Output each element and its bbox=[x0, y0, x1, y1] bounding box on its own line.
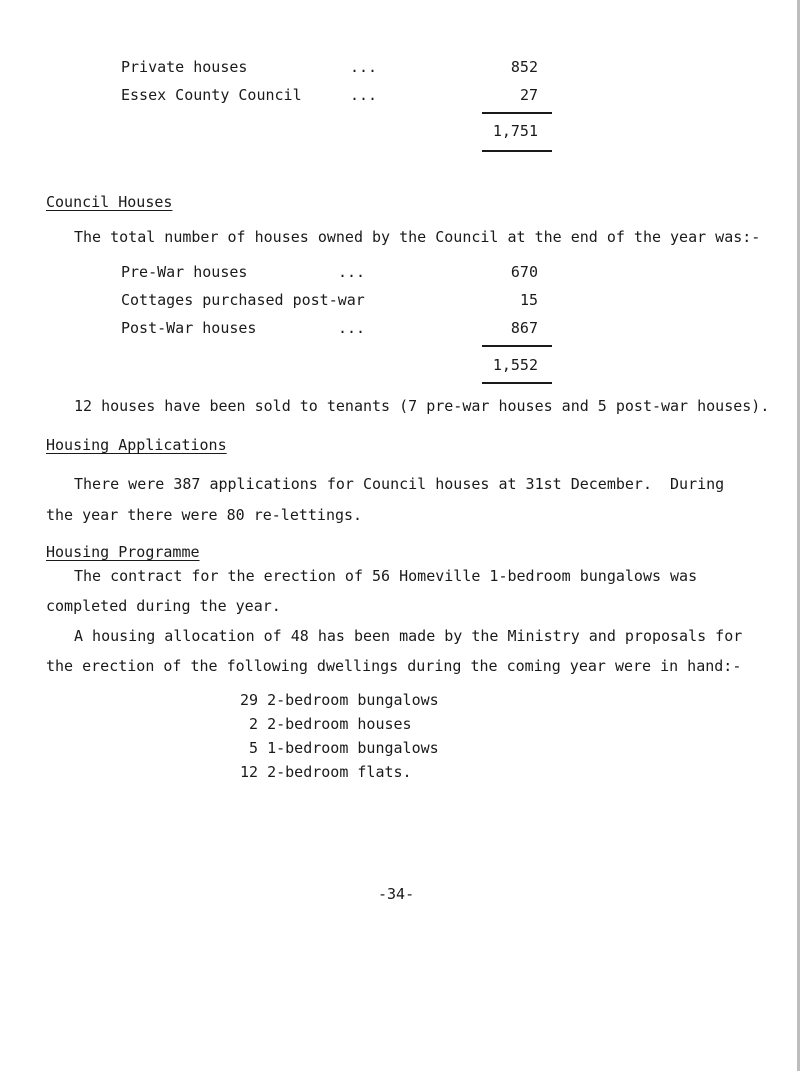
table-row-value: 670 bbox=[510, 263, 538, 281]
sum-rule bbox=[482, 112, 552, 114]
paragraph: The total number of houses owned by the Council at the end of the year was:- bbox=[74, 228, 761, 246]
paragraph: 12 houses have been sold to tenants (7 pre-war houses and 5 post-war houses). bbox=[74, 397, 770, 415]
total-rule bbox=[482, 382, 552, 384]
list-item: 12 2-bedroom flats. bbox=[240, 763, 412, 781]
sum-rule bbox=[482, 345, 552, 347]
table-row-value: 15 bbox=[519, 291, 538, 309]
leader-dots: ... bbox=[350, 58, 378, 76]
list-item: 29 2-bedroom bungalows bbox=[240, 691, 439, 709]
section-heading: Housing Programme bbox=[46, 543, 200, 561]
paragraph: A housing allocation of 48 has been made by the Ministry and proposals for bbox=[74, 627, 743, 645]
table-row-label: Essex County Council bbox=[121, 86, 302, 104]
list-item: 2 2-bedroom houses bbox=[240, 715, 412, 733]
table-row-label: Pre-War houses bbox=[121, 263, 248, 281]
table-row-value: 27 bbox=[519, 86, 538, 104]
table-total: 1,751 bbox=[492, 122, 538, 140]
leader-dots: ... bbox=[338, 263, 366, 281]
leader-dots: ... bbox=[338, 319, 366, 337]
table-row-value: 867 bbox=[510, 319, 538, 337]
leader-dots: ... bbox=[350, 86, 378, 104]
table-row-label: Cottages purchased post-war bbox=[121, 291, 365, 309]
table-row-label: Private houses bbox=[121, 58, 248, 76]
section-heading: Housing Applications bbox=[46, 436, 227, 454]
paragraph: completed during the year. bbox=[46, 597, 281, 615]
paragraph: There were 387 applications for Council houses at 31st December. During bbox=[74, 475, 725, 493]
table-row-value: 852 bbox=[510, 58, 538, 76]
list-item: 5 1-bedroom bungalows bbox=[240, 739, 439, 757]
paragraph: the year there were 80 re-lettings. bbox=[46, 506, 363, 524]
section-heading: Council Houses bbox=[46, 193, 173, 211]
total-rule bbox=[482, 150, 552, 152]
page-number: -34- bbox=[378, 885, 415, 903]
paragraph: the erection of the following dwellings during the coming year were in hand:- bbox=[46, 657, 742, 675]
table-row-label: Post-War houses bbox=[121, 319, 257, 337]
paragraph: The contract for the erection of 56 Homeville 1-bedroom bungalows was bbox=[74, 567, 698, 585]
table-total: 1,552 bbox=[492, 356, 538, 374]
